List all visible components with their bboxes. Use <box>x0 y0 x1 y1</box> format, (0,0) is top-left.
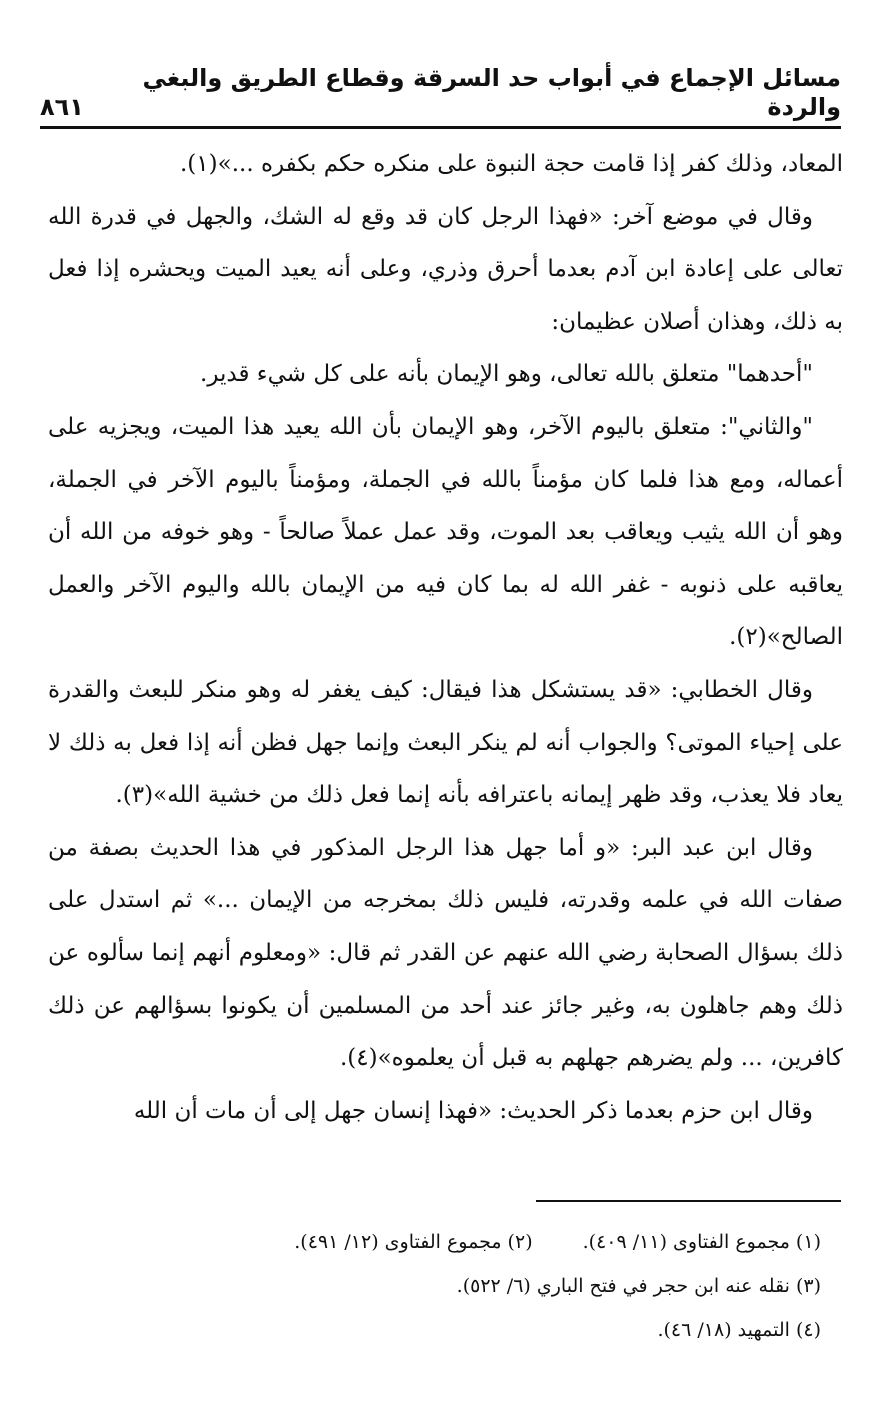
paragraph: وقال الخطابي: «قد يستشكل هذا فيقال: كيف يغفر له وهو منكر للبعث والقدرة على إحياء الموتى؟ والجواب أنه لم ينكر البعث وإنما جهل فظن أنه إذا فعل به ذلك لا يعاد فلا يعذب، وقد ظهر إيمانه باعترافه بأنه إنما فعل ذلك من خشية الله»(٣). <box>48 676 843 809</box>
paragraph: وقال في موضع آخر: «فهذا الرجل كان قد وقع له الشك، والجهل في قدرة الله تعالى على إعادة ابن آدم بعدما أحرق وذري، وعلى أنه يعيد الميت ويحشره إذا فعل به ذلك، وهذان أصلان عظيمان: <box>48 203 843 335</box>
paragraph: "أحدهما" متعلق بالله تعالى، وهو الإيمان بأنه على كل شيء قدير. <box>200 361 813 388</box>
footnote-row <box>48 1308 821 1352</box>
running-title: مسائل الإجماع في أبواب حد السرقة وقطاع الطريق والبغي والردة <box>142 64 841 122</box>
footnote-4: (٤) التمهيد (١٨/ ٤٦). <box>657 1319 821 1341</box>
paragraph: "والثاني": متعلق باليوم الآخر، وهو الإيمان بأن الله يعيد هذا الميت، ويجزيه على أعماله، ومع هذا فلما كان مؤمناً بالله في الجملة، ومؤمناً باليوم الآخر في الجملة، وهو أن الله يثيب ويعاقب بعد الموت، وقد عمل عملاً صالحاً - وهو خوفه من الله أن يعاقبه على ذنوبه - غفر الله له بما كان فيه من الإيمان بالله واليوم الآخر والعمل الصالح»(٢). <box>48 413 843 651</box>
footnote-divider <box>536 1200 841 1202</box>
paragraph-continuation: المعاد، وذلك كفر إذا قامت حجة النبوة على منكره حكم بكفره ...»(١). <box>180 151 843 177</box>
footnote-2: (٢) مجموع الفتاوى (١٢/ ٤٩١). <box>294 1231 533 1253</box>
paragraph: وقال ابن حزم بعدما ذكر الحديث: «فهذا إنسان جهل إلى أن مات أن الله <box>133 1097 813 1124</box>
footnotes <box>48 1220 821 1352</box>
footnote-1: (١) مجموع الفتاوى (١١/ ٤٠٩). <box>582 1231 821 1253</box>
page-number: ٨٦١ <box>40 93 84 122</box>
footnote-row <box>48 1220 821 1264</box>
paragraph: وقال ابن عبد البر: «و أما جهل هذا الرجل المذكور في هذا الحديث بصفة من صفات الله في علمه وقدرته، فليس ذلك بمخرجه من الإيمان ...» ثم استدل على ذلك بسؤال الصحابة رضي الله عنهم عن القدر ثم قال: «ومعلوم أنهم إنما سألوه عن ذلك وهم جاهلون به، وغير جائز عند أحد من المسلمين أن يكونوا بسؤالهم عن ذلك كافرين، ... ولم يضرهم جهلهم به قبل أن يعلموه»(٤). <box>48 834 843 1072</box>
footnote-3: (٣) نقله عنه ابن حجر في فتح الباري (٦/ ٥٢٢). <box>456 1275 821 1297</box>
footnote-row <box>48 1264 821 1308</box>
body-text <box>48 138 843 1137</box>
page-header <box>40 62 841 129</box>
